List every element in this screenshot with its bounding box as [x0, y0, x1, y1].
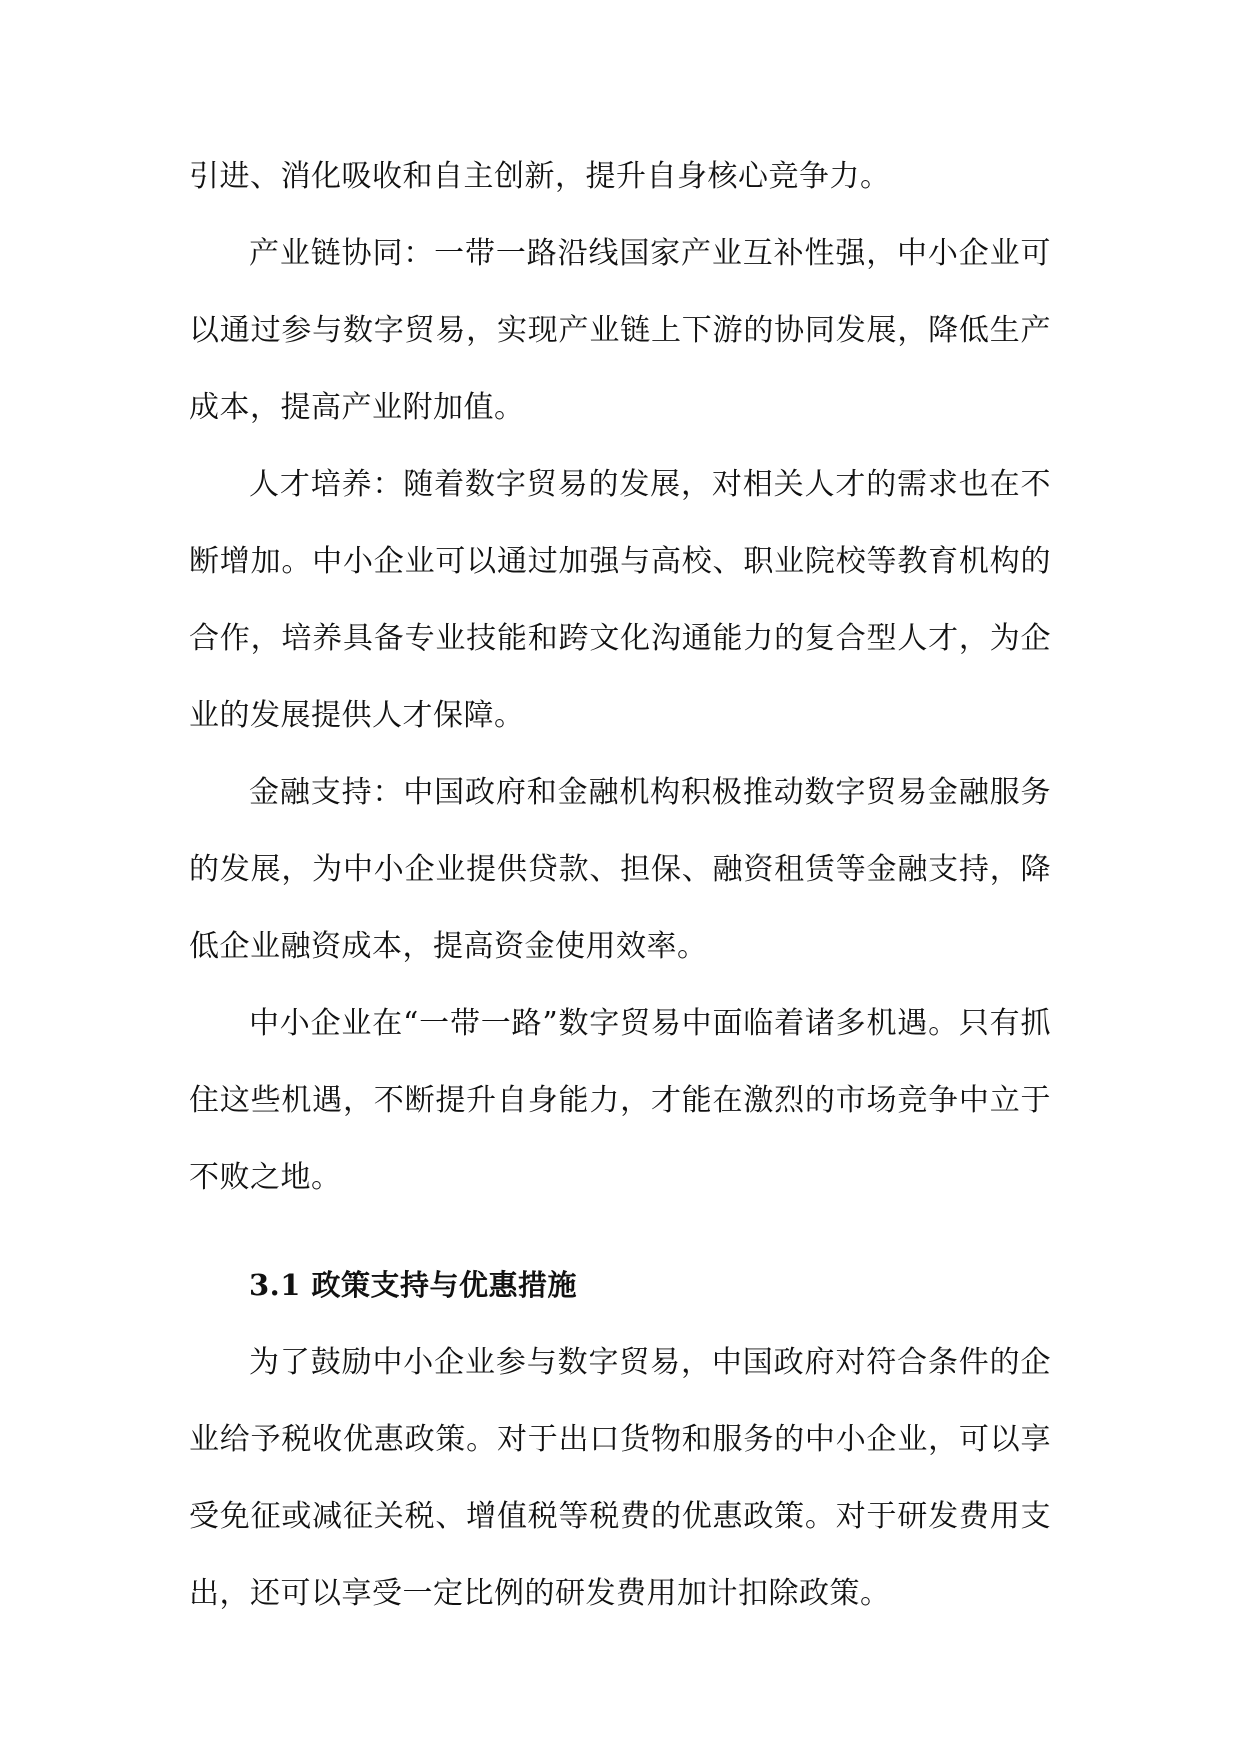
paragraph-industry-chain: 产业链协同：一带一路沿线国家产业互补性强，中小企业可以通过参与数字贸易，实现产业链上下游的协同发展，降低生产成本，提高产业附加值。	[189, 236, 1051, 425]
section-gap	[189, 1216, 1051, 1247]
paragraph-talent: 人才培养：随着数字贸易的发展，对相关人才的需求也在不断增加。中小企业可以通过加强与高校、职业院校等教育机构的合作，培养具备专业技能和跨文化沟通能力的复合型人才，为企业的发展提供人才保障。	[189, 467, 1051, 733]
paragraph-summary: 中小企业在“一带一路”数字贸易中面临着诸多机遇。只有抓住这些机遇，不断提升自身能力，才能在激烈的市场竞争中立于不败之地。	[189, 1006, 1051, 1195]
document-body	[189, 138, 1051, 1632]
paragraph-tax-policy: 为了鼓励中小企业参与数字贸易，中国政府对符合条件的企业给予税收优惠政策。对于出口货物和服务的中小企业，可以享受免征或减征关税、增值税等税费的优惠政策。对于研发费用支出，还可以享受一定比例的研发费用加计扣除政策。	[189, 1345, 1051, 1611]
paragraph-finance: 金融支持：中国政府和金融机构积极推动数字贸易金融服务的发展，为中小企业提供贷款、担保、融资租赁等金融支持，降低企业融资成本，提高资金使用效率。	[189, 775, 1051, 964]
section-heading: 3.1 政策支持与优惠措施	[249, 1268, 578, 1302]
paragraph-continuation: 引进、消化吸收和自主创新，提升自身核心竞争力。	[189, 159, 891, 194]
